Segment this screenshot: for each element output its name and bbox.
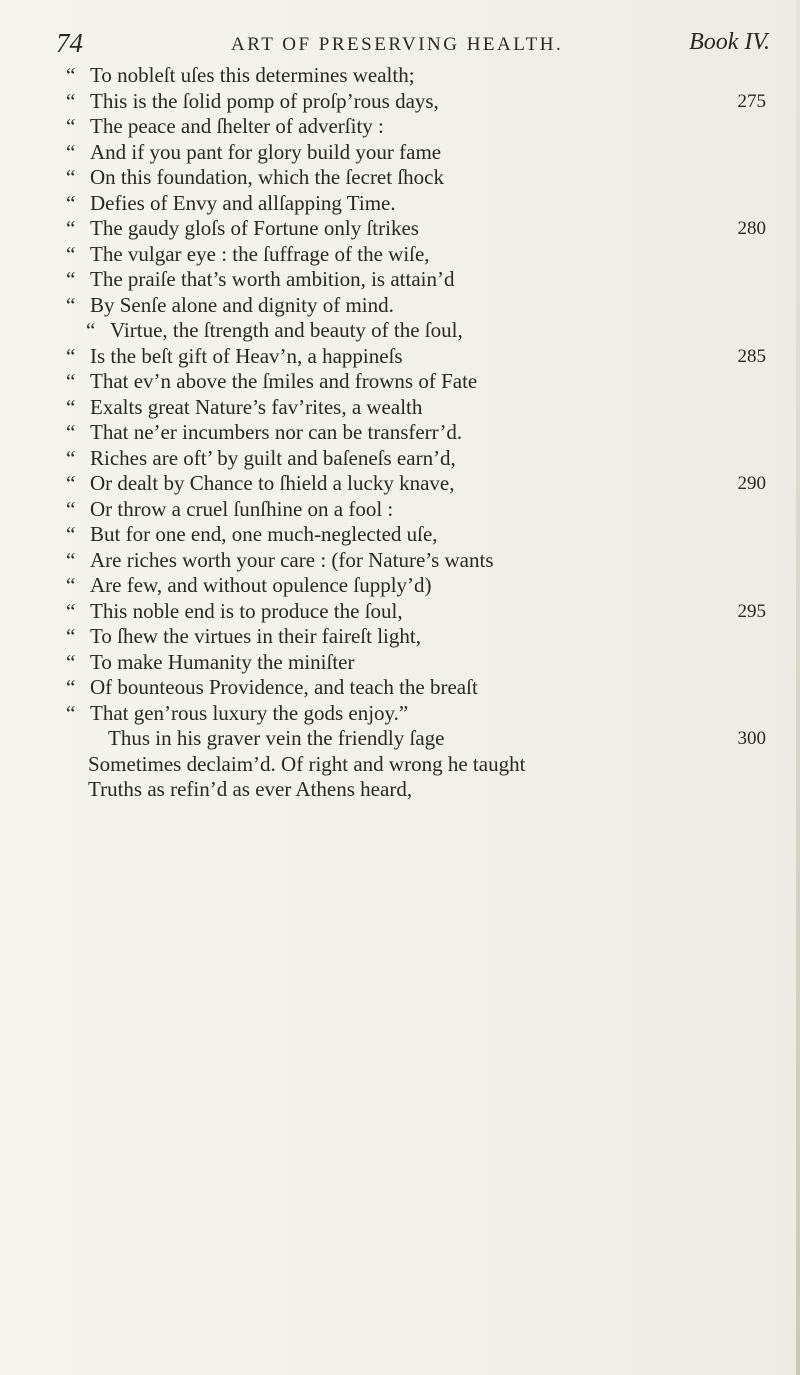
opening-quote: “ xyxy=(66,471,76,495)
opening-quote: “ xyxy=(66,522,76,546)
poem-line xyxy=(66,650,766,676)
poem-line xyxy=(66,114,766,140)
poem-line xyxy=(66,242,766,268)
poem-line-text: Is the beſt gift of Heav’n, a happineſs xyxy=(90,343,403,368)
line-number: 280 xyxy=(737,218,766,239)
poem-line-text: The vulgar eye : the ſuffrage of the wiſe, xyxy=(90,241,430,266)
page-header xyxy=(56,28,770,68)
poem-line xyxy=(66,216,766,242)
poem-line-text: Or throw a cruel ſunſhine on a fool : xyxy=(90,496,394,521)
continuation-text: Thus in his graver vein the friendly ſage xyxy=(108,726,445,750)
poem-line-text: That ev’n above the ſmiles and frowns of Fate xyxy=(90,369,478,393)
poem-line-text: Defies of Envy and allſapping Time. xyxy=(90,190,396,215)
poem-line-text: The peace and ſhelter of adverſity : xyxy=(90,114,384,138)
poem-line-text: The gaudy gloſs of Fortune only ſtrikes xyxy=(90,216,419,240)
poem-line xyxy=(66,140,766,166)
poem-line-text: Riches are oft’ by guilt and baſeneſs earn’d, xyxy=(90,445,456,470)
poem-line-text: The praiſe that’s worth ambition, is attain’d xyxy=(90,267,455,291)
poem-line-text: Exalts great Nature’s fav’rites, a wealth xyxy=(90,394,423,419)
continuation-line xyxy=(66,777,766,803)
continuation-line xyxy=(66,726,766,752)
continuation-line xyxy=(66,752,766,778)
line-number: 275 xyxy=(737,90,766,112)
poem-line xyxy=(66,675,766,701)
opening-quote: “ xyxy=(66,675,76,699)
poem-line-text: By Senſe alone and dignity of mind. xyxy=(90,292,394,317)
page-edge xyxy=(796,0,800,1375)
continuation-text: Truths as refin’d as ever Athens heard, xyxy=(88,777,413,801)
opening-quote: “ xyxy=(66,445,76,470)
poem-line-text: And if you pant for glory build your fame xyxy=(90,139,442,164)
poem-line xyxy=(66,446,766,472)
line-number: 290 xyxy=(737,473,766,494)
poem-line xyxy=(66,624,766,650)
opening-quote: “ xyxy=(66,190,76,215)
book-label: Book IV. xyxy=(689,29,770,55)
poem-line xyxy=(66,420,766,446)
opening-quote: “ xyxy=(66,394,76,419)
poem-line-text: This noble end is to produce the ſoul, xyxy=(90,598,403,623)
opening-quote: “ xyxy=(66,369,76,393)
poem-line-text: Or dealt by Chance to ſhield a lucky knave, xyxy=(90,471,455,495)
opening-quote: “ xyxy=(66,573,76,597)
poem-line xyxy=(66,267,766,293)
opening-quote: “ xyxy=(66,165,76,189)
page-number: 74 xyxy=(56,28,83,58)
poem-line-text: To make Humanity the miniſter xyxy=(90,649,355,674)
poem-text xyxy=(66,63,766,803)
running-title: ART OF PRESERVING HEALTH. xyxy=(231,34,564,55)
opening-quote: “ xyxy=(66,139,76,164)
poem-line-text: Are riches worth your care : (for Nature’s wants xyxy=(90,547,494,572)
opening-quote: “ xyxy=(66,547,76,572)
poem-line xyxy=(66,165,766,191)
poem-line-text: But for one end, one much-neglected uſe, xyxy=(90,522,438,546)
opening-quote: “ xyxy=(66,241,76,266)
opening-quote: “ xyxy=(66,598,76,623)
line-number: 300 xyxy=(737,728,766,749)
opening-quote: “ xyxy=(86,318,96,342)
poem-line-text: Virtue, the ſtrength and beauty of the ſoul, xyxy=(110,318,463,342)
opening-quote: “ xyxy=(66,114,76,138)
line-number: 285 xyxy=(737,345,766,367)
opening-quote: “ xyxy=(66,700,76,725)
opening-quote: “ xyxy=(66,267,76,291)
poem-line xyxy=(66,318,766,344)
poem-line xyxy=(66,89,766,115)
continuation-text: Sometimes declaim’d. Of right and wrong he taught xyxy=(88,751,526,776)
opening-quote: “ xyxy=(66,88,76,113)
poem-line xyxy=(66,522,766,548)
poem-line-text: That ne’er incumbers nor can be transferr’d. xyxy=(90,420,463,444)
poem-line xyxy=(66,548,766,574)
opening-quote: “ xyxy=(66,496,76,521)
poem-line-text: On this foundation, which the ſecret ſhock xyxy=(90,165,444,189)
line-number: 295 xyxy=(737,600,766,622)
opening-quote: “ xyxy=(66,343,76,368)
poem-line xyxy=(66,497,766,523)
poem-line xyxy=(66,701,766,727)
poem-line xyxy=(66,293,766,319)
opening-quote: “ xyxy=(66,420,76,444)
opening-quote: “ xyxy=(66,63,76,87)
poem-line-text: To nobleſt uſes this determines wealth; xyxy=(90,63,415,87)
poem-line xyxy=(66,344,766,370)
opening-quote: “ xyxy=(66,649,76,674)
poem-line xyxy=(66,573,766,599)
opening-quote: “ xyxy=(66,292,76,317)
poem-line-text: This is the ſolid pomp of proſp’rous days, xyxy=(90,88,439,113)
poem-line xyxy=(66,63,766,89)
poem-line-text: That gen’rous luxury the gods enjoy.” xyxy=(90,700,409,725)
opening-quote: “ xyxy=(66,624,76,648)
opening-quote: “ xyxy=(66,216,76,240)
poem-line xyxy=(66,369,766,395)
poem-line-text: Are few, and without opulence ſupply’d) xyxy=(90,573,432,597)
poem-line xyxy=(66,599,766,625)
poem-line-text: Of bounteous Providence, and teach the breaſt xyxy=(90,675,478,699)
poem-line xyxy=(66,191,766,217)
poem-line xyxy=(66,471,766,497)
poem-line-text: To ſhew the virtues in their faireſt light, xyxy=(90,624,421,648)
poem-line xyxy=(66,395,766,421)
